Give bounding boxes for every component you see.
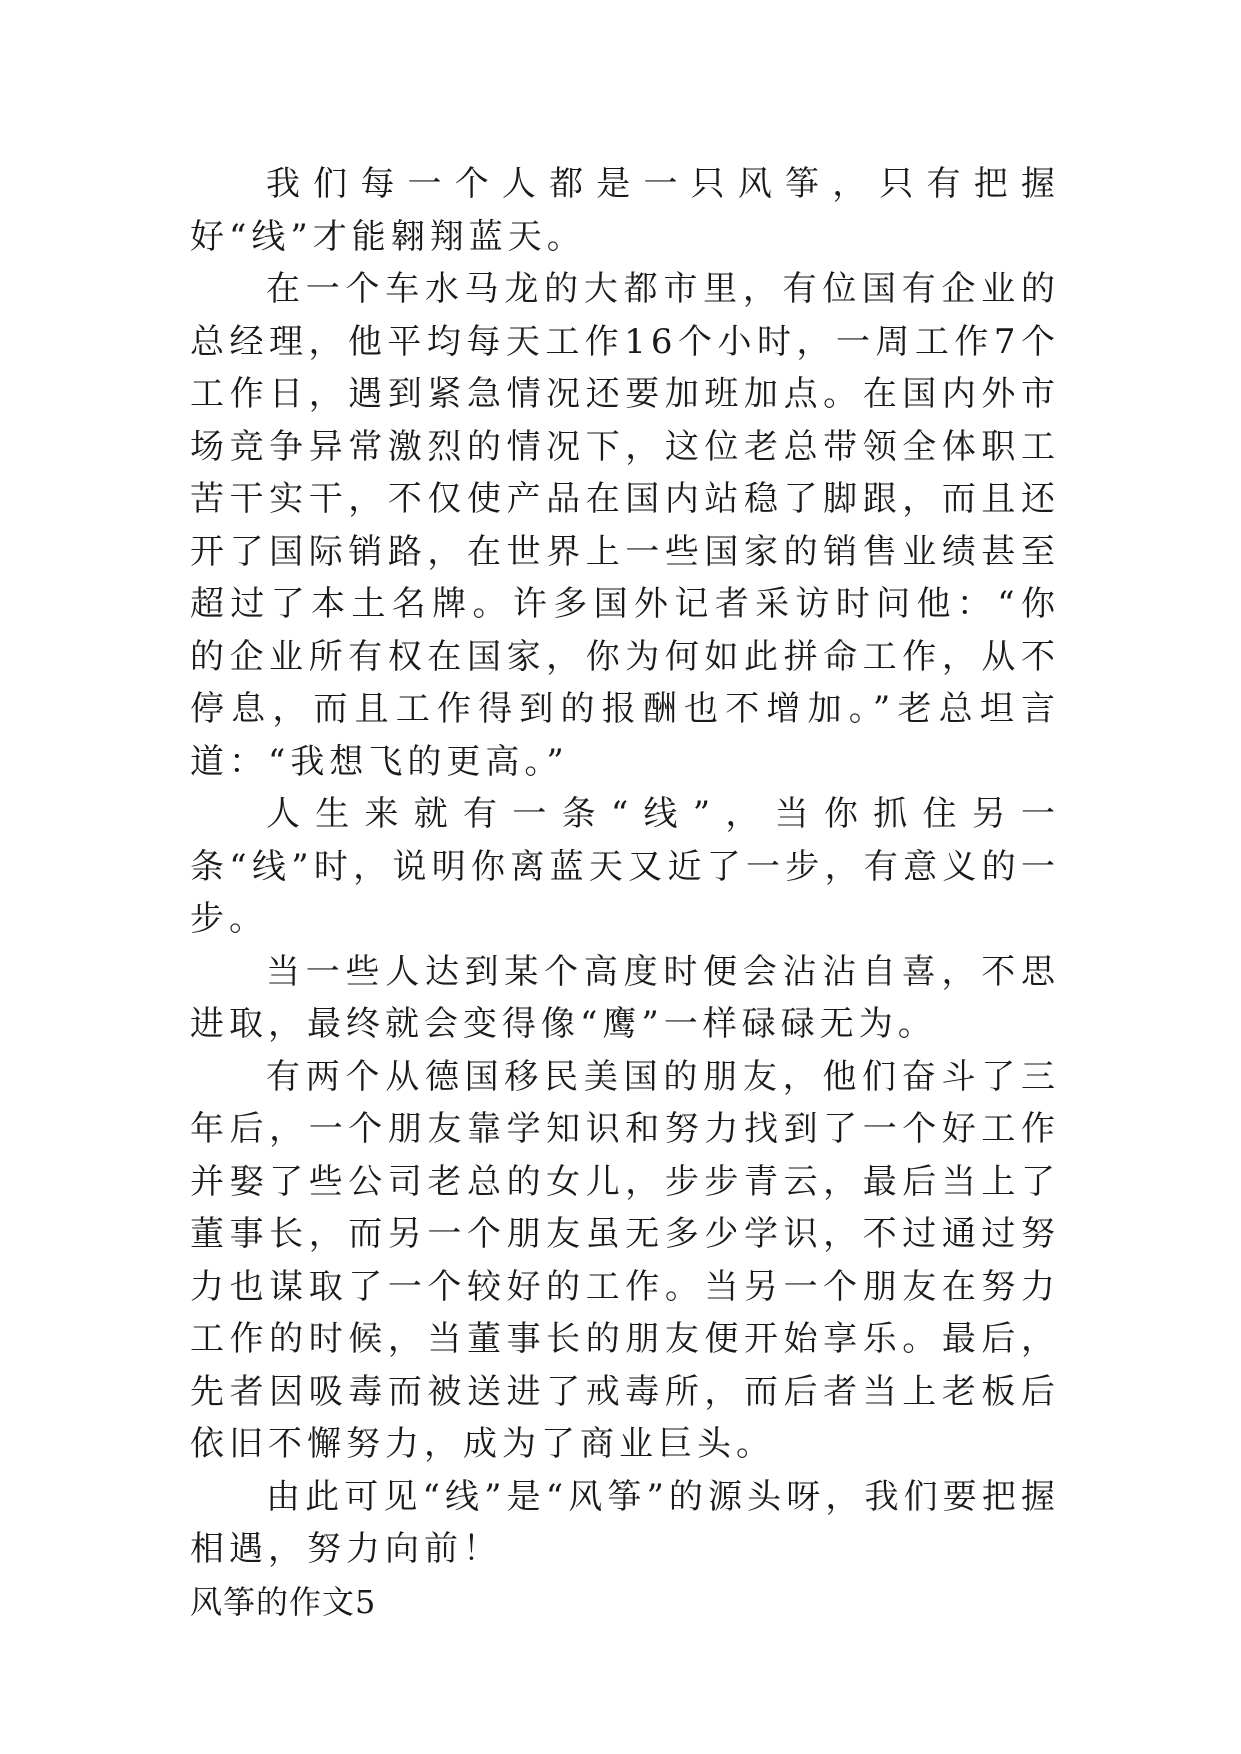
paragraph-2: 在一个车水马龙的大都市里，有位国有企业的总经理，他平均每天工作16个小时，一周工作7个工作日，遇到紧急情况还要加班加点。在国内外市场竞争异常激烈的情况下，这位老总带领全体职工苦干实干，不仅使产品在国内站稳了脚跟，而且还开了国际销路，在世界上一些国家的销售业绩甚至超过了本土名牌。许多国外记者采访时问他：“你的企业所有权在国家，你为何如此拼命工作，从不停息，而且工作得到的报酬也不增加。”老总坦言道：“我想飞的更高。” [190,269,1060,782]
paragraph-5: 有两个从德国移民美国的朋友，他们奋斗了三年后，一个朋友靠学知识和努力找到了一个好工作并娶了些公司老总的女儿，步步青云，最后当上了董事长，而另一个朋友虽无多少学识，不过通过努力也谋取了一个较好的工作。当另一个朋友在努力工作的时候，当董事长的朋友便开始享乐。最后，先者因吸毒而被送进了戒毒所，而后者当上老板后依旧不懈努力，成为了商业巨头。 [190,1056,1060,1464]
paragraph-3: 人生来就有一条“线”，当你抓住另一条“线”时，说明你离蓝天又近了一步，有意义的一步。 [190,794,1060,939]
paragraph-1: 我们每一个人都是一只风筝，只有把握好“线”才能翱翔蓝天。 [190,164,1060,257]
paragraph-4: 当一些人达到某个高度时便会沾沾自喜，不思进取，最终就会变得像“鹰”一样碌碌无为。 [190,951,1060,1044]
essay-body [190,158,1060,1628]
paragraph-6: 由此可见“线”是“风筝”的源头呀，我们要把握相遇，努力向前！ [190,1476,1060,1569]
next-essay-heading: 风筝的作文5 [190,1582,377,1621]
